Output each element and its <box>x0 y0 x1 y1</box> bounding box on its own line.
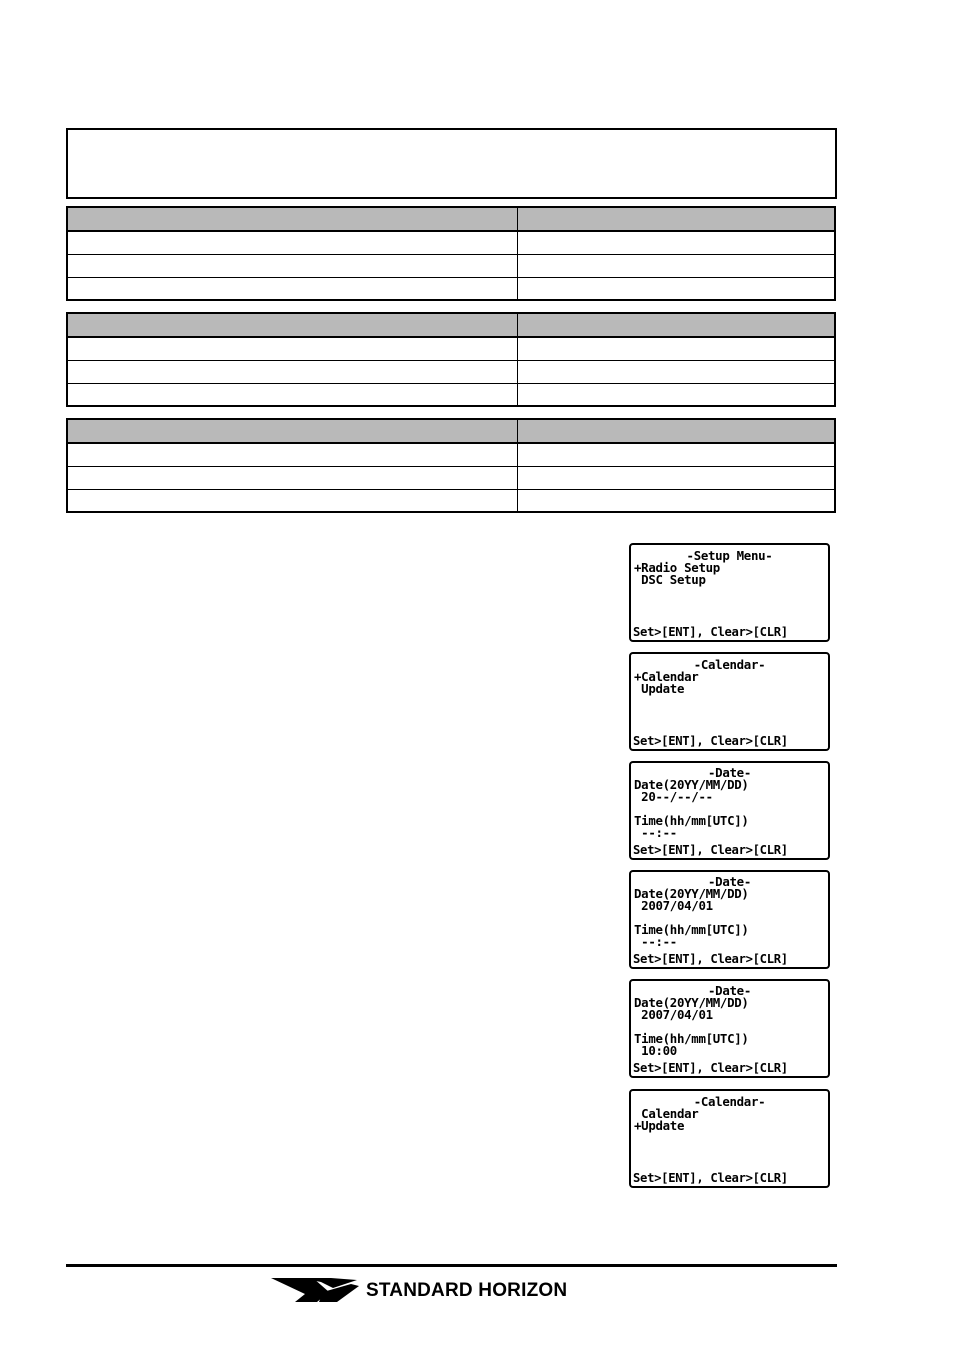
table-row <box>67 466 835 489</box>
brand-mark-icon <box>271 1276 361 1304</box>
footer-rule <box>66 1264 837 1267</box>
lcd-title: -Date- <box>708 983 751 998</box>
lcd-date-value: 2007/04/01 <box>634 898 713 913</box>
table-1 <box>66 206 836 301</box>
lcd-date-label: Date(20YY/MM/DD) <box>634 995 749 1010</box>
lcd-title: -Setup Menu- <box>686 548 773 563</box>
note-box <box>66 128 837 199</box>
lcd-time-label: Time(hh/mm[UTC]) <box>634 922 749 937</box>
lcd-time-label: Time(hh/mm[UTC]) <box>634 813 749 828</box>
lcd-date-value: 20--/--/-- <box>634 789 713 804</box>
lcd-footer: Set>[ENT], Clear>[CLR] <box>633 625 788 639</box>
lcd-line: Calendar <box>634 1106 699 1121</box>
table-header-row <box>67 207 835 231</box>
table-header-row <box>67 419 835 443</box>
table-row <box>67 254 835 277</box>
lcd-line-selected: +Calendar <box>634 669 699 684</box>
lcd-time-value: 10:00 <box>634 1043 677 1058</box>
lcd-footer: Set>[ENT], Clear>[CLR] <box>633 1061 788 1075</box>
lcd-line-selected: +Radio Setup <box>634 560 720 575</box>
table-2 <box>66 312 836 407</box>
lcd-footer: Set>[ENT], Clear>[CLR] <box>633 952 788 966</box>
table-row <box>67 443 835 466</box>
lcd-footer: Set>[ENT], Clear>[CLR] <box>633 734 788 748</box>
table-row <box>67 383 835 406</box>
table-row <box>67 360 835 383</box>
table-3 <box>66 418 836 513</box>
lcd-footer: Set>[ENT], Clear>[CLR] <box>633 843 788 857</box>
lcd-screen-calendar <box>629 652 830 751</box>
table-row <box>67 489 835 512</box>
table-row <box>67 337 835 360</box>
lcd-screen-date-time-entered <box>629 979 830 1078</box>
lcd-date-value: 2007/04/01 <box>634 1007 713 1022</box>
lcd-title: -Calendar- <box>693 657 766 672</box>
lcd-title: -Date- <box>708 874 751 889</box>
lcd-date-label: Date(20YY/MM/DD) <box>634 777 749 792</box>
lcd-title: -Calendar- <box>693 1094 766 1109</box>
brand-name: STANDARD HORIZON <box>366 1280 568 1301</box>
table-row <box>67 231 835 254</box>
lcd-line: DSC Setup <box>634 572 706 587</box>
lcd-time-label: Time(hh/mm[UTC]) <box>634 1031 749 1046</box>
brand-logo <box>271 1276 641 1306</box>
lcd-time-value: --:-- <box>634 825 677 840</box>
lcd-time-value: --:-- <box>634 934 677 949</box>
table-row <box>67 277 835 300</box>
lcd-screen-date-entered <box>629 870 830 969</box>
lcd-footer: Set>[ENT], Clear>[CLR] <box>633 1171 788 1185</box>
lcd-line: Update <box>634 681 685 696</box>
lcd-date-label: Date(20YY/MM/DD) <box>634 886 749 901</box>
lcd-screen-setup-menu <box>629 543 830 642</box>
lcd-title: -Date- <box>708 765 751 780</box>
lcd-screen-calendar-update <box>629 1089 830 1188</box>
table-header-row <box>67 313 835 337</box>
lcd-screen-date-empty <box>629 761 830 860</box>
lcd-line-selected: +Update <box>634 1118 685 1133</box>
